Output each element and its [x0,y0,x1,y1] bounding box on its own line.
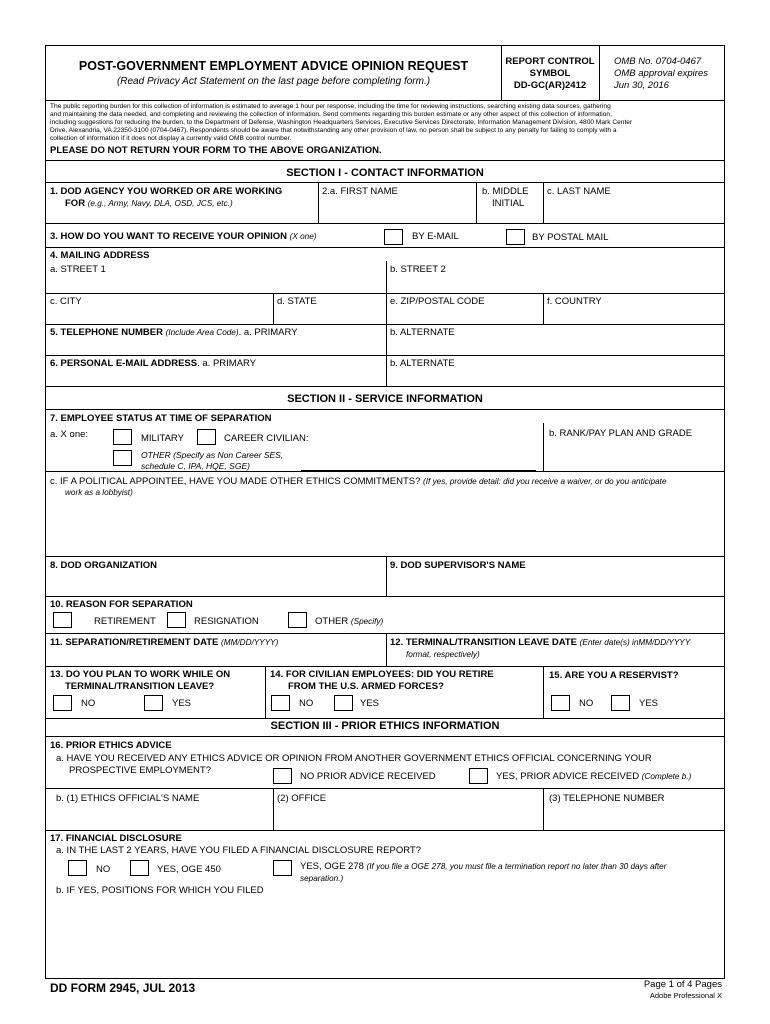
other-reason-hint: (Specify) [350,617,384,626]
q2a-first-name-label: 2.a. FIRST NAME [322,186,398,197]
city-label: c. CITY [50,296,82,307]
divider [46,324,724,325]
divider [273,788,274,830]
q5-label [50,327,298,338]
retirement-checkbox[interactable] [53,612,72,628]
q14-yes-checkbox[interactable] [334,695,353,711]
q13-yes-checkbox[interactable] [144,695,163,711]
military-label: MILITARY [141,433,184,444]
yes-prior-advice-hint: (Complete b.) [641,772,692,781]
q17-label: 17. FINANCIAL DISCLOSURE [50,833,182,844]
q17-no-label: NO [96,864,111,875]
yes-oge-450-label: YES, OGE 450 [157,864,221,875]
q12-hint: (Enter date(s) inMM/DD/YYYY [579,638,691,647]
q7c-label [50,476,667,487]
divider [543,293,544,324]
form-id: DD FORM 2945, JUL 2013 [50,981,196,995]
q11-question: 11. SEPARATION/RETIREMENT DATE [50,637,222,648]
q13-yes-label: YES [172,698,192,709]
q17a-label: a. IN THE LAST 2 YEARS, HAVE YOU FILED A FINANCIAL DISCLOSURE REPORT? [56,845,421,856]
retirement-label: RETIREMENT [94,616,156,627]
divider [46,788,724,789]
divider [46,471,724,472]
divider [46,830,724,831]
no-prior-advice-checkbox[interactable] [273,768,292,784]
page-number: Page 1 of 4 Pages [643,979,722,990]
q7c-hint: (If yes, provide detail: did you receive a waiver, or do you anticipate [423,477,667,486]
divider [386,293,387,324]
career-civilian-label: CAREER CIVILIAN: [224,433,309,444]
q16-label: 16. PRIOR ETHICS ADVICE [50,740,172,751]
yes-prior-advice-label [496,771,691,782]
divider [273,293,274,324]
do-not-return-notice: PLEASE DO NOT RETURN YOUR FORM TO THE ABOVE ORGANIZATION. [50,145,382,156]
divider [46,718,724,719]
other-status-label: OTHER (Specify as Non Career SES, [141,450,284,460]
q17b-label: b. IF YES, POSITIONS FOR WHICH YOU FILED [56,885,264,896]
form-subtitle: (Read Privacy Act Statement on the last page before completing form.) [116,76,431,87]
q16a-label-cont: PROSPECTIVE EMPLOYMENT? [69,765,212,776]
q3-question: 3. HOW DO YOU WANT TO RECEIVE YOUR OPINION [50,231,290,242]
divider [46,409,724,410]
report-control-label: REPORT CONTROL [505,56,595,67]
other-reason-checkbox[interactable] [288,612,307,628]
yes-oge-278-hint-cont: separation.) [300,874,344,883]
q15-no-checkbox[interactable] [551,695,570,711]
divider [543,182,544,223]
q3-hint: (X one) [289,232,317,241]
divider [46,160,724,161]
divider [46,223,724,224]
divider [46,182,724,183]
q6-question: 6. PERSONAL E-MAIL ADDRESS [50,358,198,369]
yes-oge-278-text: YES, OGE 278 [300,861,367,872]
no-prior-advice-label: NO PRIOR ADVICE RECEIVED [300,771,436,782]
q14-label-cont: FROM THE U.S. ARMED FORCES? [288,681,444,692]
section-1-title: SECTION I - CONTACT INFORMATION [286,167,484,179]
country-label: f. COUNTRY [547,296,602,307]
divider [543,666,544,718]
q1-examples: (e.g., Army, Navy, DLA, OSD, JCS, etc.) [87,199,233,208]
other-reason-label [315,616,383,627]
q14-label: 14. FOR CIVILIAN EMPLOYEES: DID YOU RETIRE [270,669,494,680]
q4-label: 4. MAILING ADDRESS [50,250,150,261]
report-control-symbol: DD-GC(AR)2412 [513,80,587,91]
q13-label: 13. DO YOU PLAN TO WORK WHILE ON [50,669,231,680]
q14-yes-label: YES [360,698,380,709]
q11-label [50,637,278,648]
ethics-office-label: (2) OFFICE [277,793,327,804]
divider [386,633,387,667]
q7c-hint-cont: work as a lobbyist) [65,488,133,497]
q1-for: FOR [65,198,88,209]
other-status-label-cont: schedule C, IPA, HQE, SGE) [141,461,250,471]
omb-number: OMB No. 0704-0467 [614,56,702,67]
q12-label [390,637,690,648]
q15-yes-checkbox[interactable] [611,695,630,711]
state-label: d. STATE [277,296,317,307]
street-1-label: a. STREET 1 [50,264,106,275]
form-page [45,45,725,979]
yes-oge-278-hint: (If you file a OGE 278, you must file a termination report no later than 30 days after [366,862,667,871]
divider [46,100,724,101]
q7-label: 7. EMPLOYEE STATUS AT TIME OF SEPARATION [50,413,272,424]
divider [46,247,724,248]
burden-line-3: including suggestions for reducing the burden, to the Department of Defense, Washington Headquarters Services, Executive Services Directorate, Information Management Division, 4800 Mark Center [50,119,633,126]
q12-question: 12. TERMINAL/TRANSITION LEAVE DATE [390,637,580,648]
by-postal-mail-label: BY POSTAL MAIL [532,232,609,243]
divider [386,355,387,386]
divider [386,324,387,355]
q8-label: 8. DOD ORGANIZATION [50,560,157,571]
career-civilian-checkbox[interactable] [197,429,216,445]
divider [386,556,387,596]
q5-alternate-label: b. ALTERNATE [390,327,455,338]
burden-line-2: and maintaining the data needed, and completing and reviewing the collection of information. Send comments regarding this burden estimate or any other aspect of this collection of information, [50,111,612,118]
yes-oge-278-checkbox[interactable] [273,860,292,876]
burden-line-4: Drive, Alexandria, VA 22350-3100 (0704-0467). Respondents should be aware that notwithstanding any other provision of law, no person shall be subject to any penalty for failing to comply with a [50,127,617,134]
divider [318,182,319,223]
q2b-initial-label: INITIAL [492,198,525,209]
divider [46,736,724,737]
q16a-label: a. HAVE YOU RECEIVED ANY ETHICS ADVICE OR OPINION FROM ANOTHER GOVERNMENT ETHICS OFFICIAL CONCERNING YOUR [56,753,652,764]
divider [543,788,544,830]
q2c-last-name-label: c. LAST NAME [547,186,611,197]
divider [46,666,724,667]
q15-label: 15. ARE YOU A RESERVIST? [549,670,679,681]
by-email-label: BY E-MAIL [412,231,459,242]
divider [599,46,600,100]
q1-label: 1. DOD AGENCY YOU WORKED OR ARE WORKING [50,186,283,197]
divider [46,596,724,597]
ethics-official-name-label: b. (1) ETHICS OFFICIAL'S NAME [56,793,200,804]
ethics-telephone-label: (3) TELEPHONE NUMBER [549,793,665,804]
yes-oge-278-label [300,861,666,872]
resignation-checkbox[interactable] [167,612,186,628]
section-2-title: SECTION II - SERVICE INFORMATION [287,393,483,405]
q11-hint: (MM/DD/YYYY) [221,638,279,647]
yes-oge-450-checkbox[interactable] [130,860,149,876]
q6-label [50,358,256,369]
divider [46,293,724,294]
divider [476,182,477,223]
resignation-label: RESIGNATION [194,616,259,627]
q9-label: 9. DOD SUPERVISOR'S NAME [390,560,526,571]
divider [46,355,724,356]
q7c-question: c. IF A POLITICAL APPOINTEE, HAVE YOU MADE OTHER ETHICS COMMITMENTS? [50,476,424,487]
omb-expiration-date: Jun 30, 2016 [614,80,669,91]
q6-primary: . a. PRIMARY [197,358,257,369]
q1-label-cont [65,198,233,209]
q13-no-label: NO [81,698,96,709]
q15-yes-label: YES [639,698,659,709]
by-postal-mail-checkbox[interactable] [506,229,525,245]
form-title: POST-GOVERNMENT EMPLOYMENT ADVICE OPINION REQUEST [78,59,469,73]
divider [265,666,266,718]
q3-label [50,231,317,242]
q17-no-checkbox[interactable] [68,860,87,876]
divider [543,423,544,471]
omb-approval-expires: OMB approval expires [614,68,708,79]
zip-label: e. ZIP/POSTAL CODE [390,296,485,307]
burden-line-1: The public reporting burden for this collection of information is estimated to average 1 hour per response, including the time for reviewing instructions, searching existing data sources, gathering [50,103,611,110]
q10-label: 10. REASON FOR SEPARATION [50,599,193,610]
other-status-checkbox[interactable] [113,450,132,466]
divider [46,556,724,557]
yes-prior-advice-checkbox[interactable] [469,768,488,784]
by-email-checkbox[interactable] [384,229,403,245]
q13-no-checkbox[interactable] [53,695,72,711]
other-reason-text: OTHER [315,616,351,627]
q15-no-label: NO [579,698,594,709]
divider [46,633,724,634]
q5-primary: . a. PRIMARY [238,327,298,338]
q5-hint: (Include Area Code) [165,328,239,337]
q13-label-cont: TERMINAL/TRANSITION LEAVE? [65,681,215,692]
divider [386,261,387,297]
street-2-label: b. STREET 2 [390,264,446,275]
q5-question: 5. TELEPHONE NUMBER [50,327,166,338]
q2b-middle-initial-label: b. MIDDLE [482,186,529,197]
divider [46,386,724,387]
military-checkbox[interactable] [113,429,132,445]
report-control-symbol-label: SYMBOL [529,68,571,79]
q14-no-label: NO [299,698,314,709]
yes-prior-advice-text: YES, PRIOR ADVICE RECEIVED [496,771,642,782]
q6-alternate-label: b. ALTERNATE [390,358,455,369]
q14-no-checkbox[interactable] [271,695,290,711]
q12-hint-cont: format, respectively) [406,650,480,659]
rank-pay-plan-label: b. RANK/PAY PLAN AND GRADE [549,428,693,439]
software-version: Adobe Professional X [649,991,722,1000]
burden-line-5: collection of information if it does not display a currently valid OMB control number. [50,135,292,142]
section-3-title: SECTION III - PRIOR ETHICS INFORMATION [270,720,500,732]
q7a-label: a. X one: [50,429,89,440]
